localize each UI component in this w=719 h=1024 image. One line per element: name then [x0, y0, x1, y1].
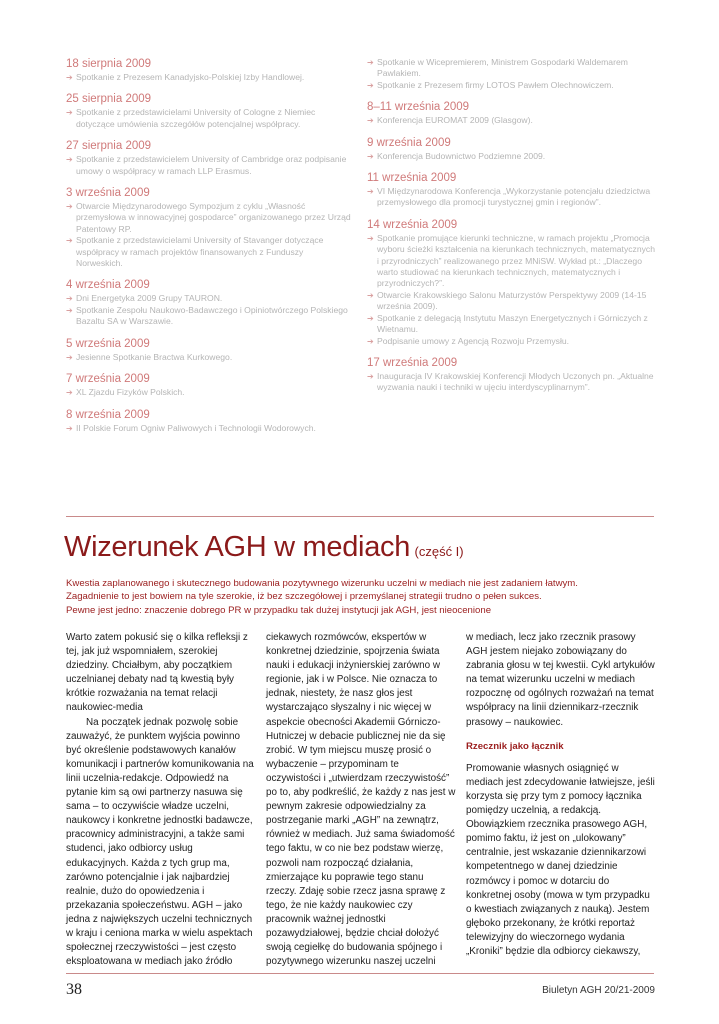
event-item — [66, 387, 351, 398]
event-block — [367, 136, 657, 162]
event-item — [66, 201, 351, 235]
lead-line: Kwestia zaplanowanego i skutecznego budowania pozytywnego wizerunku uczelni w mediach nie jest zadaniem łatwym. — [66, 578, 578, 589]
lead-line: Zagadnienie to jest bowiem na tyle szerokie, iż bez szczegółowej i przemyślanej strategii trudno o pełen sukces. — [66, 591, 542, 603]
arrow-bullet-icon: ➔ — [66, 155, 73, 165]
event-date: 18 sierpnia 2009 — [66, 58, 152, 70]
arrow-bullet-icon: ➔ — [66, 352, 73, 362]
top-divider — [66, 516, 654, 517]
event-date: 7 września 2009 — [66, 373, 150, 386]
article-title-part: (część I) — [414, 544, 464, 559]
event-block — [367, 100, 657, 126]
event-item — [66, 154, 351, 177]
event-item — [66, 235, 351, 269]
event-date: 3 września 2009 — [66, 187, 150, 200]
event-item-text: Spotkanie z przedstawicielem University of Cambridge oraz podpisanie umowy o współpracy w ramach LLP Erasmus. — [76, 154, 347, 176]
arrow-bullet-icon: ➔ — [66, 73, 73, 82]
paragraph: w mediach, lecz jako rzecznik prasowy AGH jestem niejako zobowiązany do zabrania głosu w tej kwestii. Cykl artykułów na temat wizerunku uczelni w mediach rozpocznę od ogólnych rozważań na temat współpracy na linii dziennikarz-rzecznik prasowy – naukowiec. — [466, 632, 655, 728]
event-item-text: Spotkanie z Prezesem firmy LOTOS Pawłem Olechnowiczem. — [377, 79, 614, 90]
article-lead — [66, 577, 656, 617]
event-item-text: Spotkanie Zespołu Naukowo-Badawczego i Opiniotwórczego Polskiego Bazaltu SA w Warszawie. — [76, 304, 348, 327]
article-column-3 — [466, 631, 656, 959]
event-item — [367, 80, 657, 91]
article-column-1 — [66, 631, 256, 969]
event-item-text: Spotkanie w Wicepremierem, Ministrem Gospodarki Waldemarem Pawlakiem. — [377, 57, 628, 79]
event-date: 25 sierpnia 2009 — [66, 93, 152, 106]
events-left-column — [66, 57, 351, 443]
event-block — [66, 139, 351, 177]
event-item — [367, 313, 657, 336]
event-block — [66, 408, 351, 434]
event-item — [367, 290, 657, 313]
arrow-bullet-icon: ➔ — [367, 187, 374, 197]
event-date: 11 września 2009 — [367, 172, 457, 185]
event-item-text: Konferencja EUROMAT 2009 (Glasgow). — [377, 115, 533, 126]
paragraph: Warto zatem pokusić się o kilka refleksji z tej, jak już wspomniałem, szerokiej dziedziny. Chciałbym, aby początkiem uczelnianej debaty nad tą kwestią były krótkie rozważania na temat relacji naukowiec-media — [66, 632, 248, 714]
event-item-text: Dni Energetyka 2009 Grupy TAURON. — [76, 293, 223, 304]
arrow-bullet-icon: ➔ — [367, 290, 374, 300]
page-number: 38 — [66, 981, 82, 998]
arrow-bullet-icon: ➔ — [66, 423, 73, 433]
event-date: 14 września 2009 — [367, 218, 458, 231]
event-date: 4 września 2009 — [66, 279, 150, 292]
event-date: 5 września 2009 — [66, 337, 150, 350]
events-right-column — [367, 57, 657, 403]
event-item-text: Spotkanie z przedstawicielami University of Cologne z Niemiec dotyczące umówienia szczegółów potencjalnej współpracy. — [76, 107, 316, 129]
arrow-bullet-icon: ➔ — [367, 233, 374, 243]
event-block — [66, 278, 351, 327]
event-block — [66, 92, 351, 130]
event-item-text: II Polskie Forum Ogniw Paliwowych i Technologii Wodorowych. — [76, 422, 316, 433]
lead-line: Pewne jest jedno: znaczenie dobrego PR w przypadku tak dużej instytucji jak AGH, jest nieocenione — [66, 604, 492, 616]
event-date: 27 sierpnia 2009 — [66, 140, 152, 153]
event-item — [367, 233, 657, 290]
arrow-bullet-icon: ➔ — [66, 388, 73, 398]
bottom-divider — [66, 973, 654, 974]
arrow-bullet-icon: ➔ — [66, 305, 73, 315]
event-item — [66, 293, 351, 304]
paragraph: ciekawych rozmówców, ekspertów w konkretnej dziedzinie, spojrzenia świata nauki i edukacji inżynierskiej zarówno w regionie, jak i w Polsce. Nie oznacza to jednak, niestety, że nasz głos jest wystarczająco słyszalny i nic więcej w aspekcie obecności Akademii Górniczo-Hutniczej w debacie publicznej nie da się zrobić. W tym miejscu muszę prosić o wybaczenie – przypominam te oczywistości i „utwierdzam rzeczywistość” po to, aby podkreślić, że każdy z nas jest w pewnym zakresie odpowiedzialny za postrzeganie marki „AGH” na zewnątrz, również w mediach. Już sama świadomość tego faktu, w co nie bez podstaw wierzę, pozwoli nam rozpocząć działania, zmierzające ku poprawie tego stanu rzeczy. Zdaję sobie rzecz jasna sprawę z tego, że nie każdy naukowiec czy pracownik ważnej jednostki pozawydziałowej, będzie chciał dołożyć swoją cegiełkę do budowania spójnego i pozytywnego wizerunku naszej uczelni — [266, 632, 456, 968]
event-item-text: Spotkanie promujące kierunki techniczne, w ramach projektu „Promocja wyboru ścieżki kształcenia na kierunkach technicznych, matematycznych i przyrodniczych” realizowanego przez MNiSW. Wykład pt.: „Dlaczego warto studiować na kierunkach technicznych, matematycznych i przyrodniczych?”. — [377, 232, 655, 289]
section-subheading: Rzecznik jako łącznik — [466, 740, 564, 752]
event-item-text: Podpisanie umowy z Agencją Rozwoju Przemysłu. — [377, 335, 570, 346]
event-item — [367, 371, 657, 394]
arrow-bullet-icon: ➔ — [66, 236, 73, 246]
event-item — [367, 186, 657, 209]
arrow-bullet-icon: ➔ — [66, 108, 73, 118]
article-title-main: Wizerunek AGH w mediach — [64, 531, 411, 563]
event-item — [66, 352, 351, 363]
event-item-text: Inauguracja IV Krakowskiej Konferencji Młodych Uczonych pn. „Aktualne wyzwania nauki i techniki w ujęciu interdyscyplinarnym”. — [377, 370, 654, 393]
event-item-text: Otwarcie Międzynarodowego Sympozjum z cyklu „Własność przemysłowa w innowacyjnej gospodarce” organizowanego przez Urząd Patentowy RP. — [76, 201, 351, 234]
arrow-bullet-icon: ➔ — [367, 58, 374, 67]
event-item — [66, 305, 351, 328]
event-item — [367, 336, 657, 347]
event-block — [367, 171, 657, 209]
event-block — [66, 372, 351, 398]
article-title — [64, 531, 464, 564]
event-item-text: Konferencja Budownictwo Podziemne 2009. — [377, 150, 546, 161]
arrow-bullet-icon: ➔ — [367, 80, 374, 90]
publication-name: Biuletyn AGH 20/21-2009 — [542, 985, 655, 996]
arrow-bullet-icon: ➔ — [367, 371, 374, 381]
paragraph: Na początek jednak pozwolę sobie zauważyć, że punktem wyjścia powinno być określenie podstawowych kanałów komunikacji i partnerów komunikowania na linii uczelnia-redakcje. Odpowiedź na pytanie kim są owi partnerzy nasuwa się sama – to oczywiście władze uczelni, naukowcy i konkretne jednostki badawcze, pracownicy administracyjni, a także sami studenci, jako odbiorcy usług edukacyjnych. Każda z tych grup ma, zarówno potencjalnie i jak najbardziej realnie, dużo do opowiedzenia i przekazania społeczeństwu. AGH – jako jedna z największych uczelni technicznych w kraju i ceniona marka w wielu aspektach społecznej rzeczywistości – jest często eksploatowana w mediach jako źródło — [66, 716, 254, 968]
event-block — [367, 356, 657, 394]
event-block — [367, 218, 657, 347]
paragraph: Promowanie własnych osiągnięć w mediach jest zdecydowanie łatwiejsze, jeśli korzysta się przy tym z pomocy łącznika pomiędzy uczelnią, a redakcją. Obowiązkiem rzecznika prasowego AGH, pomimo faktu, iż jest on „ulokowany” centralnie, jest wskazanie dziennikarzowi kompetentnego w danej dziedzinie rozmówcy i pomoc w dotarciu do konkretnej osoby (mowa w tym przypadku o kwestiach związanych z nauką). Jestem głęboko przekonany, że krótki reportaż telewizyjny do wieczornego wydania „Kroniki” będzie dla odbiorcy ciekawszy, — [466, 762, 655, 957]
event-block — [66, 57, 351, 83]
event-item — [367, 151, 657, 162]
event-item-text: Spotkanie z delegacją Instytutu Maszyn Energetycznych i Górniczych z Wietnamu. — [377, 312, 648, 335]
article-column-2 — [266, 631, 456, 969]
arrow-bullet-icon: ➔ — [367, 313, 374, 323]
event-item-text: Spotkanie z przedstawicielami University of Stavanger dotyczące współpracy w ramach projektów finansowanych z Funduszy Norweskich. — [76, 235, 324, 269]
event-item-text: Otwarcie Krakowskiego Salonu Maturzystów Perspektywy 2009 (14-15 września 2009). — [377, 289, 647, 312]
arrow-bullet-icon: ➔ — [66, 294, 73, 304]
arrow-bullet-icon: ➔ — [367, 151, 374, 161]
event-block — [66, 337, 351, 363]
event-item-text: Jesienne Spotkanie Bractwa Kurkowego. — [76, 351, 233, 362]
event-date: 9 września 2009 — [367, 136, 451, 149]
event-item — [66, 72, 351, 83]
event-item — [367, 115, 657, 126]
event-block — [66, 186, 351, 269]
arrow-bullet-icon: ➔ — [66, 202, 73, 212]
event-item-text: VI Międzynarodowa Konferencja „Wykorzystanie potencjału dziedzictwa przemysłowego dla promocji turystycznej gmin i regionów”. — [377, 186, 651, 208]
event-date: 8–11 września 2009 — [367, 101, 470, 114]
event-date: 8 września 2009 — [66, 408, 150, 421]
event-item — [66, 423, 351, 434]
event-item — [66, 107, 351, 130]
event-item-text: XL Zjazdu Fizyków Polskich. — [76, 387, 185, 398]
event-block — [367, 57, 657, 91]
event-item-text: Spotkanie z Prezesem Kanadyjsko-Polskiej Izby Handlowej. — [76, 72, 305, 82]
arrow-bullet-icon: ➔ — [367, 336, 374, 346]
event-item — [367, 57, 657, 80]
event-date: 17 września 2009 — [367, 356, 458, 369]
arrow-bullet-icon: ➔ — [367, 116, 374, 126]
